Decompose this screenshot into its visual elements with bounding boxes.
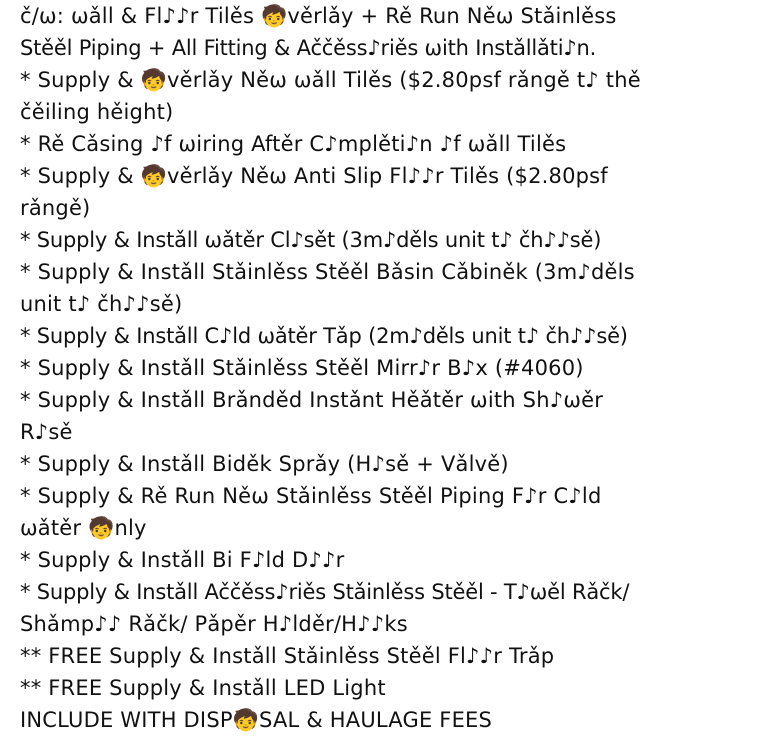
text-line: ** FREE Supply & Instǎll Stǎinlěss Stěěl Fl♪♪r Trǎp (20, 644, 555, 668)
text-line: rǎngě) (20, 196, 91, 220)
text-line: ** FREE Supply & Instǎll LED Light (20, 676, 386, 700)
text-line: * Rě Cǎsing ♪f ωiring Aftěr C♪mplěti♪n ♪f ωǎll Tilěs (20, 132, 567, 156)
text-line: ωǎtěr 🧒nly (20, 516, 147, 540)
text-line: * Supply & Instǎll Bi F♪ld D♪♪r (20, 548, 345, 572)
text-line: Stěěl Piping + All Fitting & Aččěss♪riěs ωith Instǎllǎti♪n. (20, 36, 597, 60)
text-line: * Supply & Instǎll Biděk Sprǎy (H♪sě + Vǎlvě) (20, 452, 509, 476)
text-line: čěiling hěight) (20, 100, 174, 124)
text-line: R♪sě (20, 420, 73, 444)
text-line: * Supply & Instǎll Brǎnděd Instǎnt Hěǎtěr ωith Sh♪ωěr (20, 388, 604, 412)
text-line: * Supply & Instǎll C♪ld ωǎtěr Tǎp (2m♪děls unit t♪ čh♪♪sě) (20, 324, 628, 348)
text-line: * Supply & 🧒věrlǎy Něω Anti Slip Fl♪♪r Tilěs ($2.80psf (20, 164, 608, 188)
document-body (20, 0, 750, 736)
text-line: * Supply & Rě Run Něω Stǎinlěss Stěěl Piping F♪r C♪ld (20, 484, 602, 508)
text-line: unit t♪ čh♪♪sě) (20, 292, 183, 316)
text-line: č/ω: ωǎll & Fl♪♪r Tilěs 🧒věrlǎy + Rě Run Něω Stǎinlěss (20, 4, 617, 28)
text-line: INCLUDE WITH DISP🧒SAL & HAULAGE FEES (20, 708, 493, 732)
text-line: * Supply & 🧒věrlǎy Něω ωǎll Tilěs ($2.80psf rǎngě t♪ thě (20, 68, 641, 92)
text-line: * Supply & Instǎll Stǎinlěss Stěěl Mirr♪r B♪x (#4060) (20, 356, 584, 380)
text-line: Shǎmp♪♪ Rǎčk/ Pǎpěr H♪lděr/H♪♪ks (20, 612, 408, 636)
text-line: * Supply & Instǎll ωǎtěr Cl♪sět (3m♪děls unit t♪ čh♪♪sě) (20, 228, 602, 252)
text-line: * Supply & Instǎll Stǎinlěss Stěěl Bǎsin Cǎbiněk (3m♪děls (20, 260, 635, 284)
text-line: * Supply & Instǎll Aččěss♪riěs Stǎinlěss Stěěl - T♪ωěl Rǎčk/ (20, 580, 630, 604)
